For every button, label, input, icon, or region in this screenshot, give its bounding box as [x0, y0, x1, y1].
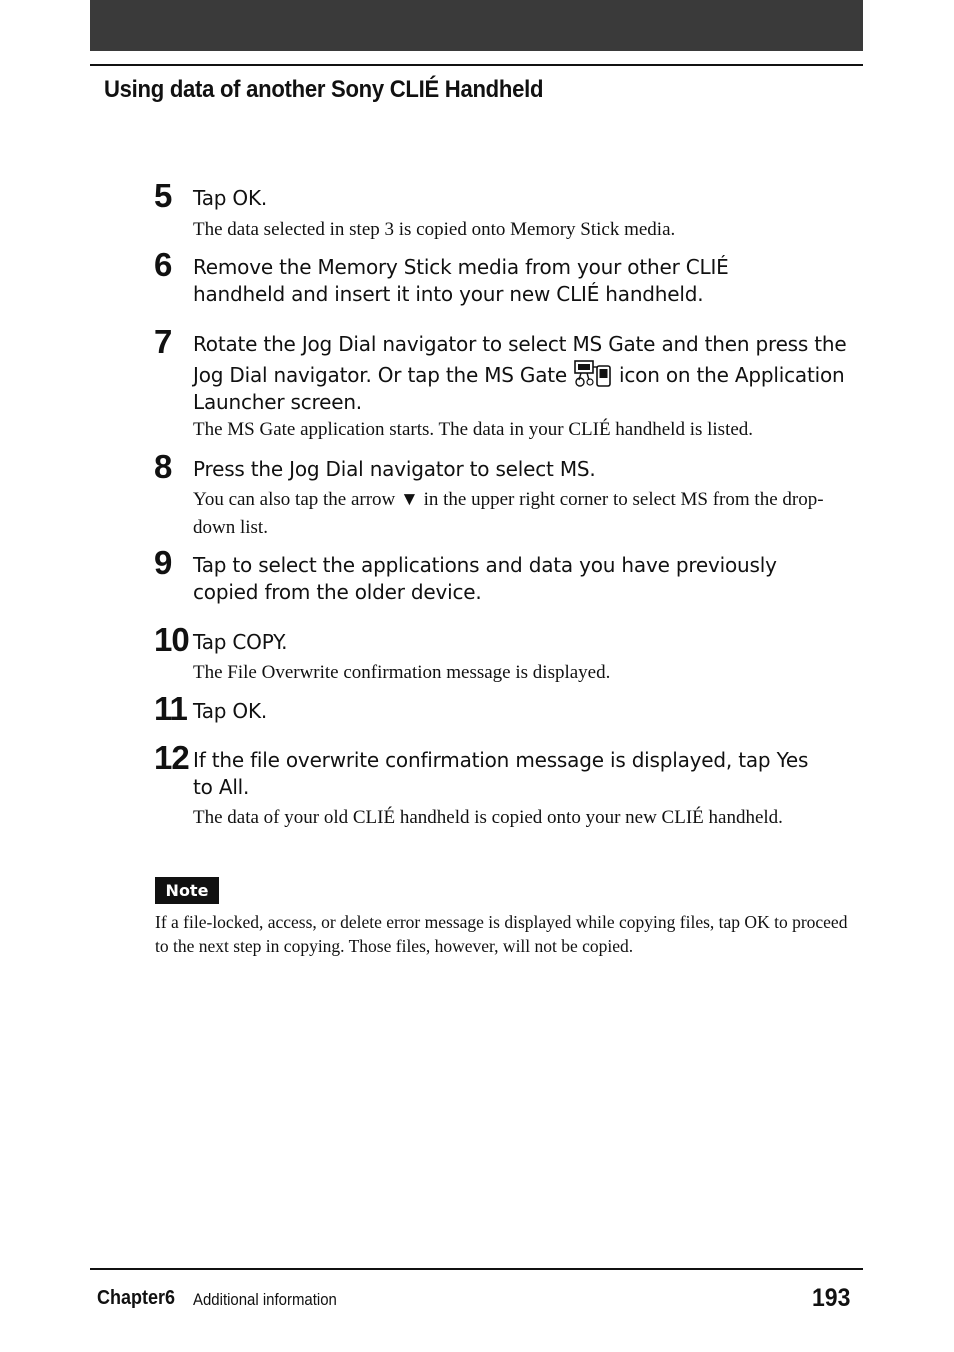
step-instruction: Tap COPY. — [193, 630, 288, 654]
chapter-label: Chapter6 — [97, 1287, 176, 1309]
section-title: Using data of another Sony CLIÉ Handheld — [104, 76, 544, 103]
note-text: If a file-locked, access, or delete error message is displayed while copying files, tap OK to proceed to the next step in copying. Those files, however, will not be copied. — [155, 912, 848, 956]
step-instruction: Tap OK. — [193, 186, 268, 210]
footer-rule — [90, 1268, 863, 1270]
step-instruction: Remove the Memory Stick media from your other CLIÉ handheld and insert it into your new CLIÉ handheld. — [193, 255, 729, 306]
page-number: 193 — [812, 1284, 851, 1312]
note-label: Note — [155, 877, 219, 904]
step-instruction-part: Rotate the Jog Dial navigator to select MS Gate and then press the Jog Dial navigator. Or tap the MS Gate — [193, 332, 847, 387]
step-number: 9 — [154, 544, 172, 581]
step-number: 10 — [154, 621, 189, 658]
step-number: 5 — [154, 177, 172, 214]
step-description: The File Overwrite confirmation message is displayed. — [193, 662, 611, 683]
header-rule — [90, 64, 863, 66]
step-number: 12 — [154, 739, 189, 776]
step-instruction: Tap to select the applications and data you have previously copied from the older device. — [193, 553, 777, 604]
chapter-title: Additional information — [193, 1290, 337, 1309]
step-number: 6 — [154, 246, 172, 283]
step-number: 11 — [154, 690, 187, 727]
step-description: The data selected in step 3 is copied onto Memory Stick media. — [193, 219, 676, 240]
step-description: The MS Gate application starts. The data in your CLIÉ handheld is listed. — [193, 419, 754, 440]
step-instruction: Press the Jog Dial navigator to select MS. — [193, 457, 596, 481]
step-number: 8 — [154, 448, 172, 485]
step-instruction-part: icon on the Application Launcher screen. — [193, 363, 845, 414]
step-number: 7 — [154, 323, 172, 360]
step-instruction — [193, 331, 863, 416]
ms-gate-icon — [571, 358, 615, 388]
step-instruction: If the file overwrite confirmation message is displayed, tap Yes to All. — [193, 748, 809, 799]
header-bar — [90, 0, 863, 51]
step-description: You can also tap the arrow ▼ in the upper right corner to select MS from the drop-down list. — [193, 489, 824, 538]
step-instruction: Tap OK. — [193, 699, 268, 723]
step-description: The data of your old CLIÉ handheld is copied onto your new CLIÉ handheld. — [193, 807, 783, 828]
